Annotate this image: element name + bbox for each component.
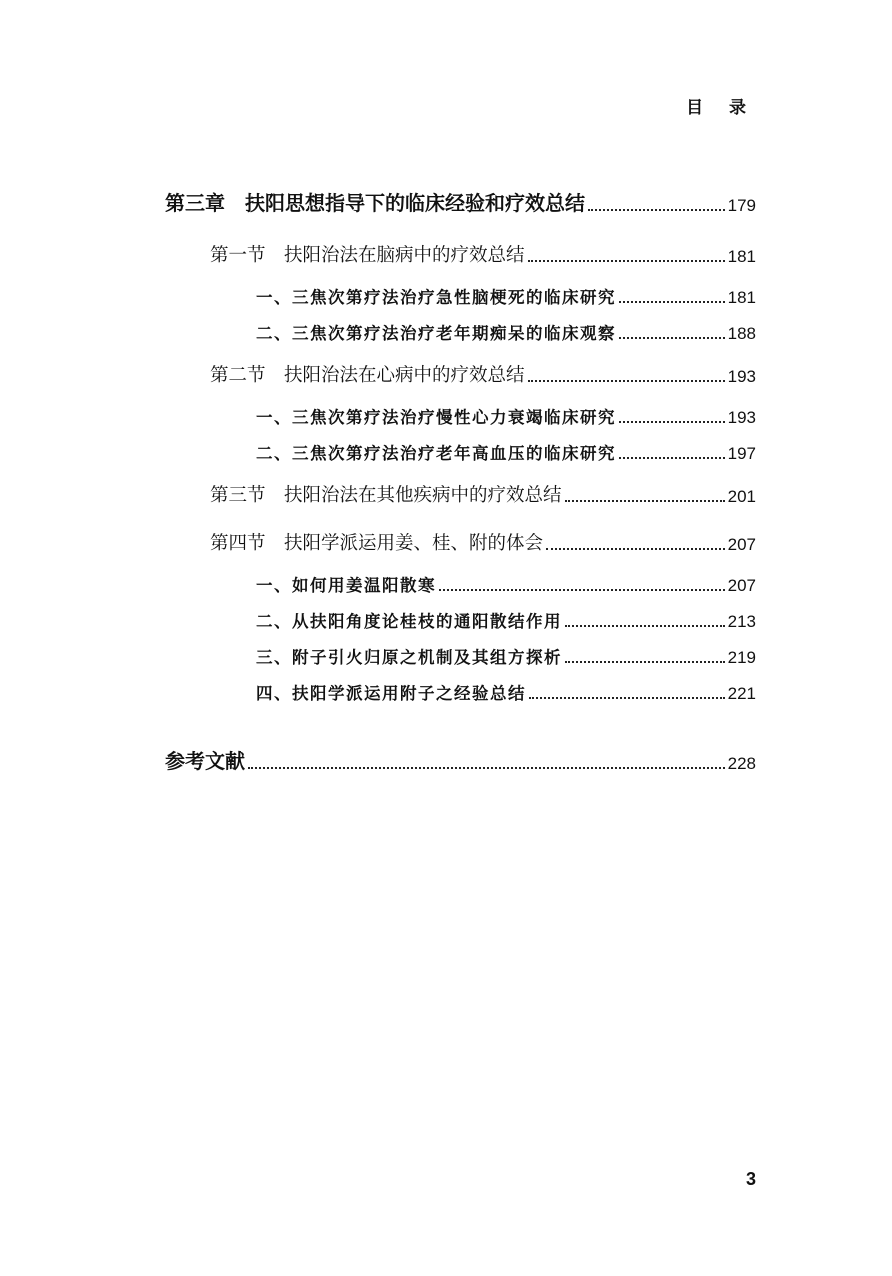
toc-entry-title: 第三章 扶阳思想指导下的临床经验和疗效总结 bbox=[165, 191, 585, 215]
dot-leader bbox=[546, 548, 725, 550]
dot-leader bbox=[439, 589, 725, 591]
dot-leader bbox=[528, 380, 725, 382]
toc-entry-section-2[interactable] bbox=[210, 361, 756, 387]
toc-entry-section-3[interactable] bbox=[210, 481, 756, 507]
toc-entry-title: 一、三焦次第疗法治疗急性脑梗死的临床研究 bbox=[256, 288, 616, 307]
toc-entry-title: 一、如何用姜温阳散寒 bbox=[256, 576, 436, 595]
dot-leader bbox=[619, 301, 725, 303]
toc-entry-page: 207 bbox=[727, 535, 756, 554]
toc-entry-subsection[interactable] bbox=[256, 680, 756, 704]
running-title: 目 录 bbox=[686, 98, 756, 118]
toc-entry-subsection[interactable] bbox=[256, 608, 756, 632]
toc-entry-page: 207 bbox=[727, 576, 756, 595]
dot-leader bbox=[565, 500, 725, 502]
toc-entry-section-1[interactable] bbox=[210, 241, 756, 267]
dot-leader bbox=[565, 661, 725, 663]
toc-entry-title: 第一节 扶阳治法在脑病中的疗效总结 bbox=[210, 245, 525, 266]
toc-entry-subsection[interactable] bbox=[256, 320, 756, 344]
toc-entry-page: 221 bbox=[727, 684, 756, 703]
toc-entry-page: 228 bbox=[727, 754, 756, 773]
toc-entry-chapter-3[interactable] bbox=[165, 187, 756, 216]
page-number: 3 bbox=[745, 1169, 756, 1189]
toc-entry-subsection[interactable] bbox=[256, 284, 756, 308]
toc-entry-subsection[interactable] bbox=[256, 440, 756, 464]
toc-entry-title: 第四节 扶阳学派运用姜、桂、附的体会 bbox=[210, 533, 544, 554]
dot-leader bbox=[528, 260, 725, 262]
toc-entry-page: 193 bbox=[727, 367, 756, 386]
toc-entry-page: 213 bbox=[727, 612, 756, 631]
toc-entry-title: 第三节 扶阳治法在其他疾病中的疗效总结 bbox=[210, 485, 562, 506]
toc-entry-subsection[interactable] bbox=[256, 404, 756, 428]
toc-entry-subsection[interactable] bbox=[256, 644, 756, 668]
dot-leader bbox=[565, 625, 725, 627]
dot-leader bbox=[588, 209, 725, 211]
toc-entry-page: 181 bbox=[727, 247, 756, 266]
toc-entry-page: 201 bbox=[727, 487, 756, 506]
dot-leader bbox=[619, 337, 725, 339]
toc-entry-page: 219 bbox=[727, 648, 756, 667]
dot-leader bbox=[529, 697, 725, 699]
toc-entry-page: 179 bbox=[727, 196, 756, 215]
dot-leader bbox=[619, 421, 725, 423]
toc-entry-page: 193 bbox=[727, 408, 756, 427]
toc-entry-page: 181 bbox=[727, 288, 756, 307]
toc-entry-title: 二、从扶阳角度论桂枝的通阳散结作用 bbox=[256, 612, 562, 631]
toc-entry-title: 四、扶阳学派运用附子之经验总结 bbox=[256, 684, 526, 703]
toc-entry-references[interactable] bbox=[165, 745, 756, 774]
toc-entry-title: 二、三焦次第疗法治疗老年高血压的临床研究 bbox=[256, 444, 616, 463]
toc-entry-title: 参考文献 bbox=[165, 749, 245, 773]
toc-entry-page: 188 bbox=[727, 324, 756, 343]
dot-leader bbox=[248, 767, 725, 769]
toc-entry-title: 一、三焦次第疗法治疗慢性心力衰竭临床研究 bbox=[256, 408, 616, 427]
toc-entry-subsection[interactable] bbox=[256, 572, 756, 596]
toc-entry-page: 197 bbox=[727, 444, 756, 463]
dot-leader bbox=[619, 457, 725, 459]
toc-entry-title: 三、附子引火归原之机制及其组方探析 bbox=[256, 648, 562, 667]
toc-entry-title: 第二节 扶阳治法在心病中的疗效总结 bbox=[210, 365, 525, 386]
toc-entry-section-4[interactable] bbox=[210, 529, 756, 555]
toc-entry-title: 二、三焦次第疗法治疗老年期痴呆的临床观察 bbox=[256, 324, 616, 343]
